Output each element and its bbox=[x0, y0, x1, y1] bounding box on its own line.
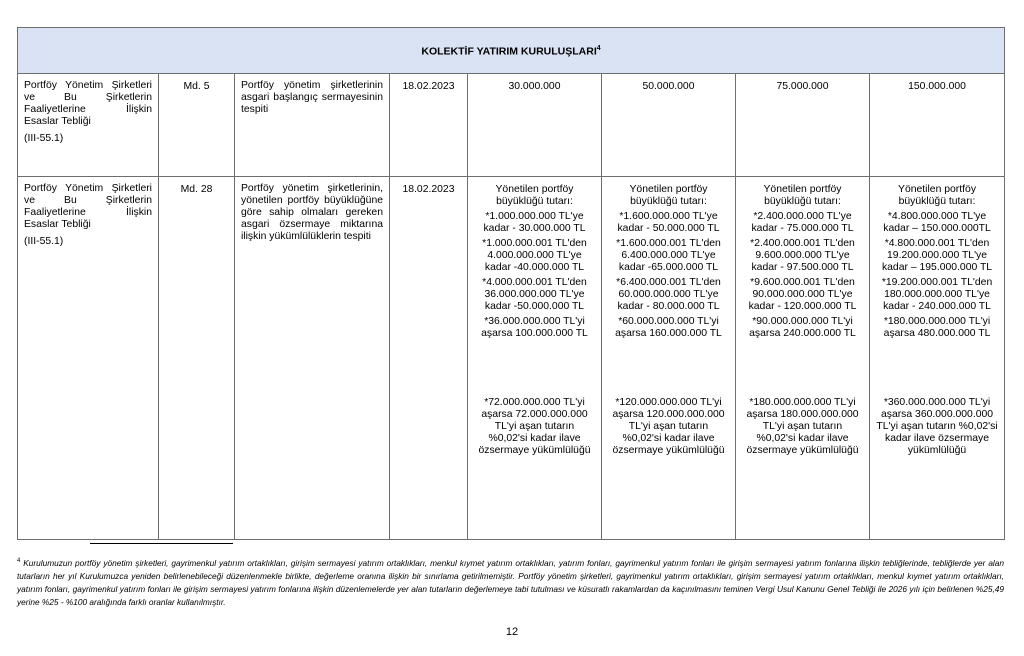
table-title: KOLEKTİF YATIRIM KURULUŞLARI bbox=[421, 45, 597, 58]
tier-item: *180.000.000.000 TL'yi aşarsa 480.000.000 TL bbox=[883, 316, 991, 339]
tier-item: *72.000.000.000 TL'yi aşarsa 72.000.000.000 TL'yi aşan tutarın %0,02'si kadar ilave özsermaye yükümlülüğü bbox=[478, 397, 591, 456]
tier-item: *9.600.000.001 TL'den 90.000.000.000 TL'ye kadar - 120.000.000 TL bbox=[748, 277, 857, 312]
tier-item: *1.000.000.001 TL'den 4.000.000.000 TL'ye kadar -40.000.000 TL bbox=[482, 238, 587, 273]
tier-item: *60.000.000.000 TL'yi aşarsa 160.000.000 TL bbox=[615, 316, 722, 339]
date-cell: 18.02.2023 bbox=[390, 74, 468, 177]
footnote bbox=[17, 555, 1004, 609]
tier-heading: Yönetilen portföy büyüklüğü tutarı: bbox=[898, 184, 977, 207]
tier-heading: Yönetilen portföy büyüklüğü tutarı: bbox=[629, 184, 708, 207]
table-row bbox=[18, 177, 1005, 540]
regulation-cell bbox=[18, 177, 159, 540]
tier-item: *4.800.000.001 TL'den 19.200.000.000 TL'ye kadar – 195.000.000 TL bbox=[881, 238, 993, 273]
footnote-text: Kurulumuzun portföy yönetim şirketleri, gayrimenkul yatırım ortaklıkları, girişim sermayesi yatırım ortaklıkları, menkul kıymet yatırım ortaklıkları, yatırım fonları, gayrimenkul yatırım fonları ile girişim sermayesi yatırım fonlarına ilişkin tebliğlerinde, tebliğlerde yer alan tutarların her yıl Kurulumuzca yeniden belirlenebileceği düzenlenmekle birlikte, değerleme oranına ilişkin bir sınırlama getirilmemiştir. Portföy yönetim şirketleri, gayrimenkul yatırım ortaklıkları, girişim sermayesi yatırım ortaklıkları, menkul kıymet yatırım ortaklıkları, yatırım fonları, gayrimenkul yatırım fonları ile girişim sermayesi yatırım fonlarına ilişkin düzenlemelerde yer alan tutarların değerlemeye tabi tutulması ve küsuratlı rakamlardan da kaçınılmasını teminen Vergi Usul Kanunu Genel Tebliği ile 2026 yılı için belirlenen %25,49 yerine %25 - %100 aralığında farklı oranlar kullanılmıştır. bbox=[17, 557, 1005, 607]
regulation-code: (III-55.1) bbox=[24, 236, 64, 247]
amount-cell: 75.000.000 bbox=[736, 74, 870, 177]
tier-item: *6.400.000.001 TL'den 60.000.000.000 TL'ye kadar - 80.000.000 TL bbox=[616, 277, 721, 312]
tier-item: *2.400.000.001 TL'den 9.600.000.000 TL'ye kadar - 97.500.000 TL bbox=[750, 238, 855, 273]
collective-investment-table bbox=[17, 27, 1005, 540]
tier-item: *2.400.000.000 TL'ye kadar - 75.000.000 TL bbox=[751, 211, 854, 234]
equity-tier-cell bbox=[602, 177, 736, 540]
equity-tier-cell bbox=[736, 177, 870, 540]
tier-item: *1.600.000.001 TL'den 6.400.000.000 TL'ye kadar -65.000.000 TL bbox=[616, 238, 721, 273]
tier-item: *19.200.000.001 TL'den 180.000.000.000 TL'ye kadar - 240.000.000 TL bbox=[881, 277, 993, 312]
amount-cell: 50.000.000 bbox=[602, 74, 736, 177]
tier-item: *1.000.000.000 TL'ye kadar - 30.000.000 TL bbox=[483, 211, 586, 234]
regulation-name: Portföy Yönetim Şirketleri ve Bu Şirketlerin Faaliyetlerine İlişkin Esaslar Tebliği bbox=[24, 80, 152, 127]
tier-item: *180.000.000.000 TL'yi aşarsa 180.000.000.000 TL'yi aşan tutarın %0,02'si kadar ilave özsermaye yükümlülüğü bbox=[746, 397, 859, 456]
regulation-cell bbox=[18, 74, 159, 177]
tier-item: *120.000.000.000 TL'yi aşarsa 120.000.000.000 TL'yi aşan tutarın %0,02'si kadar ilave özsermaye yükümlülüğü bbox=[612, 397, 725, 456]
article-cell: Md. 28 bbox=[159, 177, 235, 540]
tier-item: *4.000.000.001 TL'den 36.000.000.000 TL'ye kadar -50.000.000 TL bbox=[482, 277, 587, 312]
table-title-cell bbox=[18, 28, 1005, 74]
page-number: 12 bbox=[505, 626, 519, 638]
regulation-code: (III-55.1) bbox=[24, 133, 64, 144]
footnote-divider bbox=[90, 543, 233, 544]
tier-heading: Yönetilen portföy büyüklüğü tutarı: bbox=[495, 184, 574, 207]
amount-cell: 150.000.000 bbox=[870, 74, 1005, 177]
tier-heading: Yönetilen portföy büyüklüğü tutarı: bbox=[763, 184, 842, 207]
date-cell: 18.02.2023 bbox=[390, 177, 468, 540]
subject-cell: Portföy yönetim şirketlerinin, yönetilen portföy büyüklüğüne göre sahip olmaları gereken asgari özsermaye miktarına ilişkin yükümlülüklerin tespiti bbox=[235, 177, 390, 540]
equity-tier-cell bbox=[870, 177, 1005, 540]
tier-item: *1.600.000.000 TL'ye kadar - 50.000.000 TL bbox=[617, 211, 720, 234]
article-cell: Md. 5 bbox=[159, 74, 235, 177]
subject-cell: Portföy yönetim şirketlerinin asgari başlangıç sermayesinin tespiti bbox=[235, 74, 390, 177]
tier-item: *90.000.000.000 TL'yi aşarsa 240.000.000 TL bbox=[749, 316, 856, 339]
tier-item: *36.000.000.000 TL'yi aşarsa 100.000.000 TL bbox=[481, 316, 588, 339]
tier-item: *360.000.000.000 TL'yi aşarsa 360.000.000.000 TL'yi aşan tutarın %0,02'si kadar ilave özsermaye yükümlülüğü bbox=[876, 397, 998, 456]
regulation-name: Portföy Yönetim Şirketleri ve Bu Şirketlerin Faaliyetlerine İlişkin Esaslar Tebliği bbox=[24, 183, 152, 230]
footnote-marker: 4 bbox=[17, 558, 21, 564]
tier-item: *4.800.000.000 TL'ye kadar – 150.000.000TL bbox=[883, 211, 991, 234]
title-footnote-ref: 4 bbox=[596, 45, 601, 53]
amount-cell: 30.000.000 bbox=[468, 74, 602, 177]
equity-tier-cell bbox=[468, 177, 602, 540]
table-row bbox=[18, 74, 1005, 177]
